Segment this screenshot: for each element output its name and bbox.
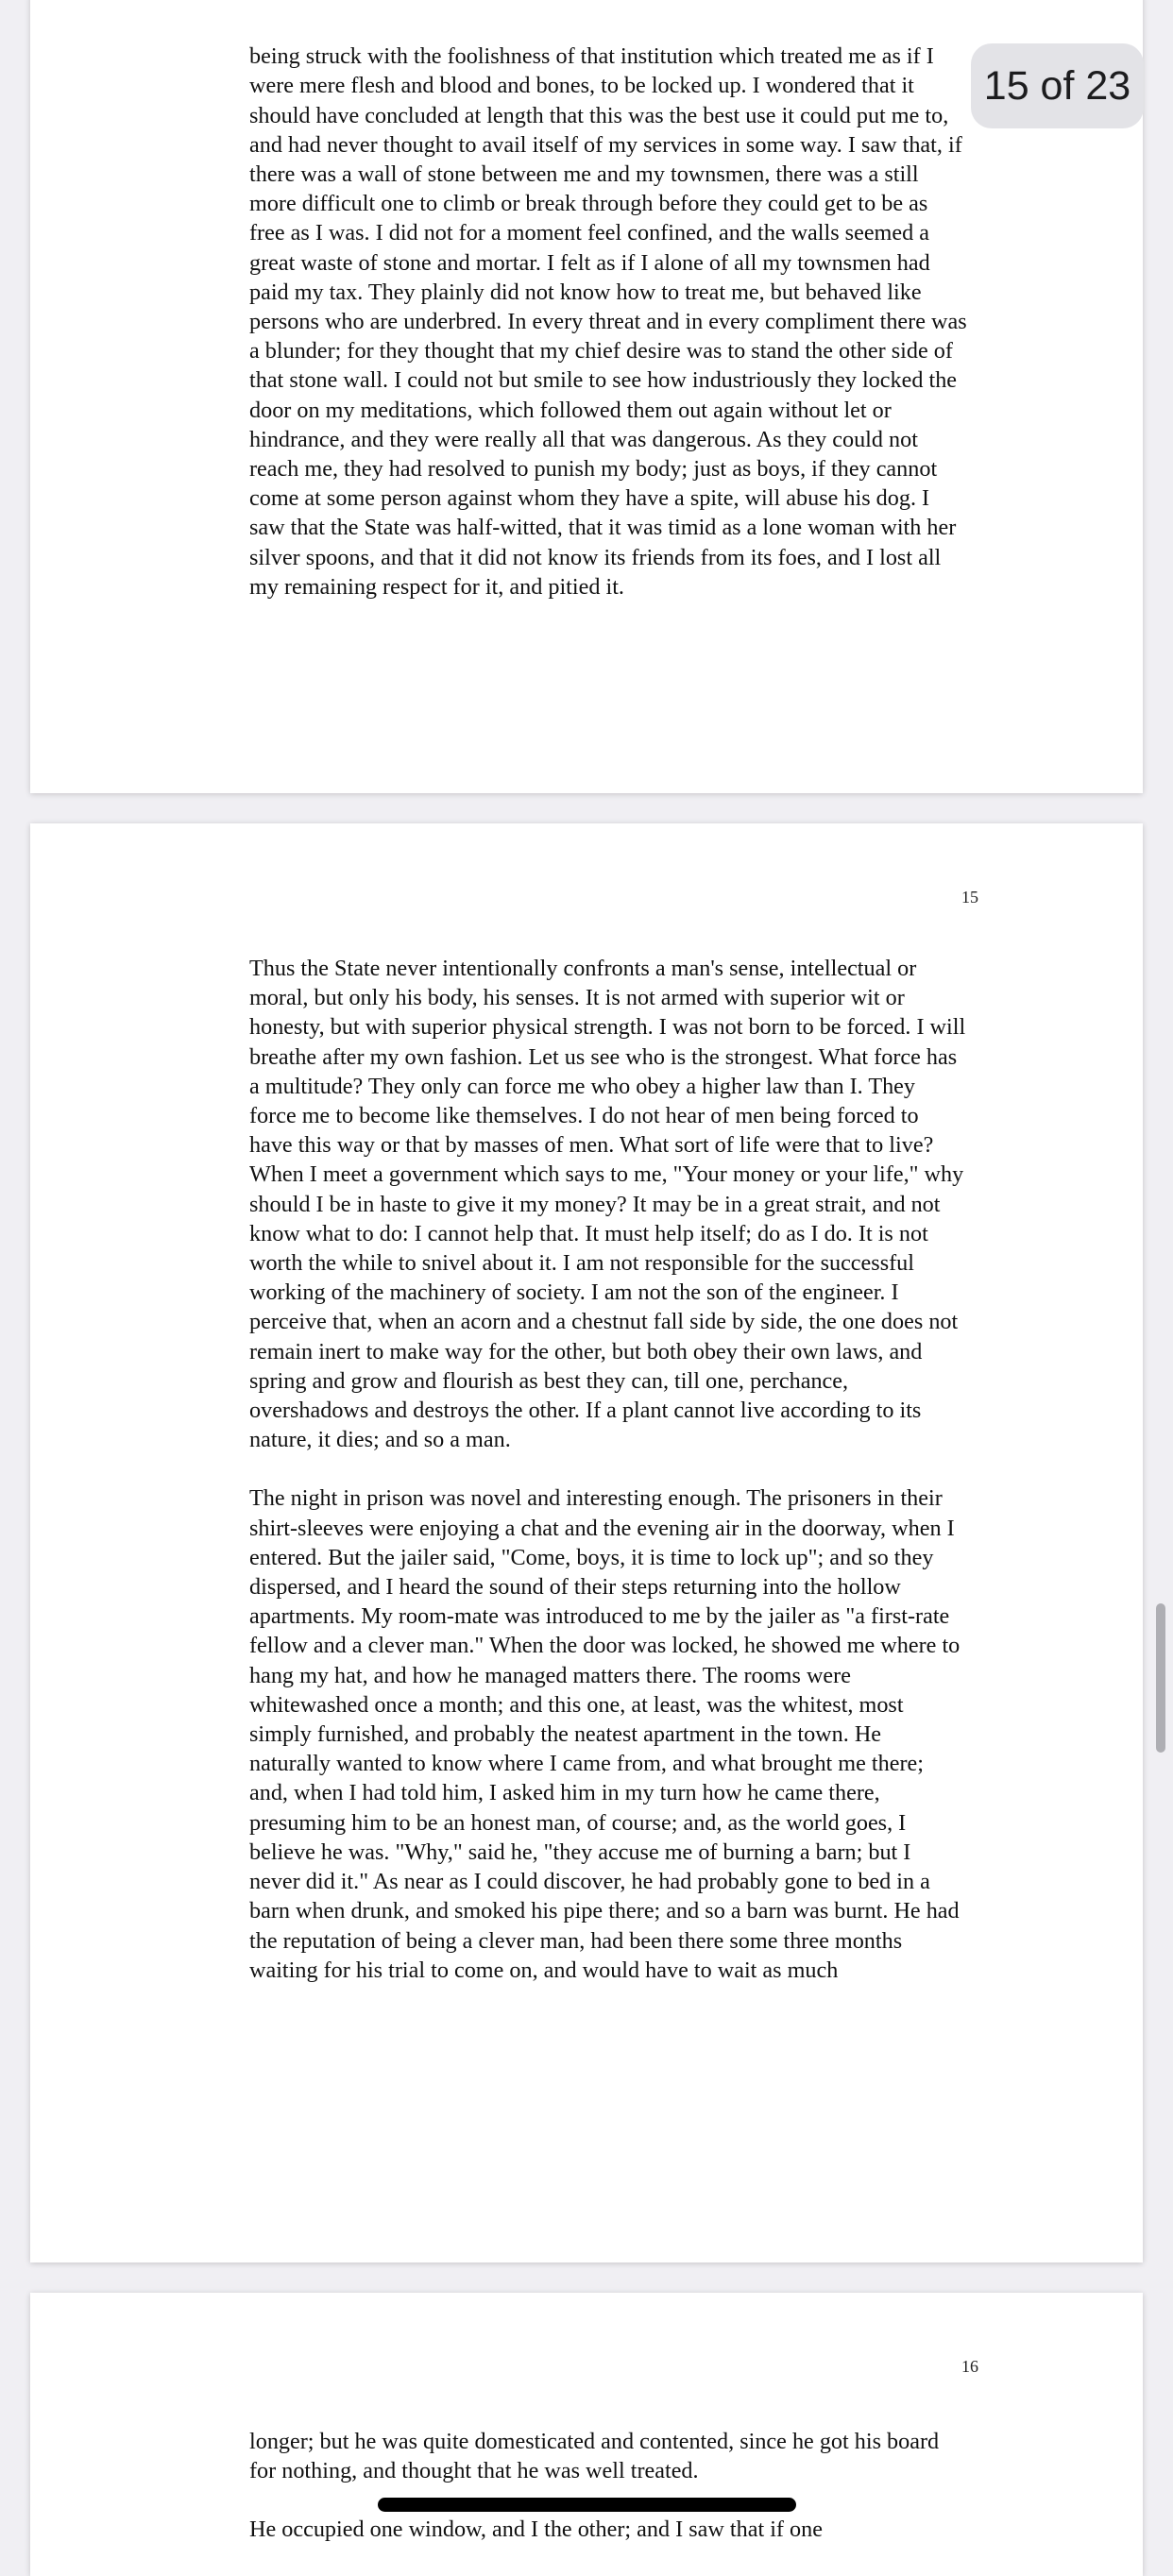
paragraph: The night in prison was novel and interesting enough. The prisoners in their shirt-sleeves were enjoying a chat and the evening air in the doorway, when I entered. But the jailer said, "Come, boys, it is time to lock up"; and so they dispersed, and I heard the sound of their steps returning into the hollow apartments. My room-mate was introduced to me by the jailer as "a first-rate fellow and a clever man." When the door was locked, he showed me where to hang my hat, and how he managed matters there. The rooms were whitewashed once a month; and this one, at least, was the whitest, most simply furnished, and probably the neatest apartment in the town. He naturally wanted to know where I came from, and what brought me there; and, when I had told him, I asked him in my turn how he came there, presuming him to be an honest man, of course; and, as the world goes, I believe he was. "Why," said he, "they accuse me of burning a barn; but I never did it." As near as I could discover, he had probably gone to bed in a barn when drunk, and smoked his pipe there; and so a barn was burnt. He had the reputation of being a clever man, had been there some three months waiting for his trial to come on, and would have to wait as much: [249, 1485, 960, 1983]
page-number: 15: [961, 888, 978, 907]
paragraph: longer; but he was quite domesticated and contented, since he got his board for nothing, and thought that he was well treated.: [249, 2429, 940, 2484]
page-indicator: 15 of 23: [971, 43, 1144, 128]
page-text: [249, 954, 967, 2014]
vertical-scrollbar[interactable]: [1156, 1603, 1165, 1753]
paragraph: being struck with the foolishness of that institution which treated me as if I were mere flesh and blood and bones, to be locked up. I wondered that it should have concluded at length that this was the best use it could put me to, and had never thought to avail itself of my services in some way. I saw that, if there was a wall of stone between me and my townsmen, there was a still more difficult one to climb or break through before they could get to be as free as I was. I did not for a moment feel confined, and the walls seemed a great waste of stone and mortar. I felt as if I alone of all my townsmen had paid my tax. They plainly did not know how to treat me, but behaved like persons who are underbred. In every threat and in every compliment there was a blunder; for they thought that my chief desire was to stand the other side of that stone wall. I could not but smile to see how industriously they locked the door on my meditations, which followed them out again without let or hindrance, and they were really all that was dangerous. As they could not reach me, they had resolved to punish my body; just as boys, if they cannot come at some person against whom they have a spite, will abuse his dog. I saw that the State was half-witted, that it was timid as a lone woman with her silver spoons, and that it did not know its friends from its foes, and I lost all my remaining respect for it, and pitied it.: [249, 43, 967, 600]
page-number: 16: [961, 2357, 978, 2376]
home-indicator[interactable]: [378, 2498, 796, 2512]
paragraph: Thus the State never intentionally confronts a man's sense, intellectual or moral, but only his body, his senses. It is not armed with superior wit or honesty, but with superior physical strength. I was not born to be forced. I will breathe after my own fashion. Let us see who is the strongest. What force has a multitude? They only can force me who obey a higher law than I. They force me to become like themselves. I do not hear of men being forced to have this way or that by masses of men. What sort of life were that to live? When I meet a government which says to me, "Your money or your life," why should I be in haste to give it my money? It may be in a great strait, and not know what to do: I cannot help that. It must help itself; do as I do. It is not worth the while to snivel about it. I am not responsible for the successful working of the machinery of society. I am not the son of the engineer. I perceive that, when an acorn and a chestnut fall side by side, the one does not remain inert to make way for the other, but both obey their own laws, and spring and grow and flourish as best they can, till one, perchance, overshadows and destroys the other. If a plant cannot live according to its nature, it dies; and so a man.: [249, 956, 966, 1453]
document-page-15: [30, 823, 1143, 2262]
paragraph: He occupied one window, and I the other; and I saw that if one: [249, 2517, 823, 2543]
page-text: [249, 42, 967, 631]
document-page-16: [30, 2293, 1143, 2576]
